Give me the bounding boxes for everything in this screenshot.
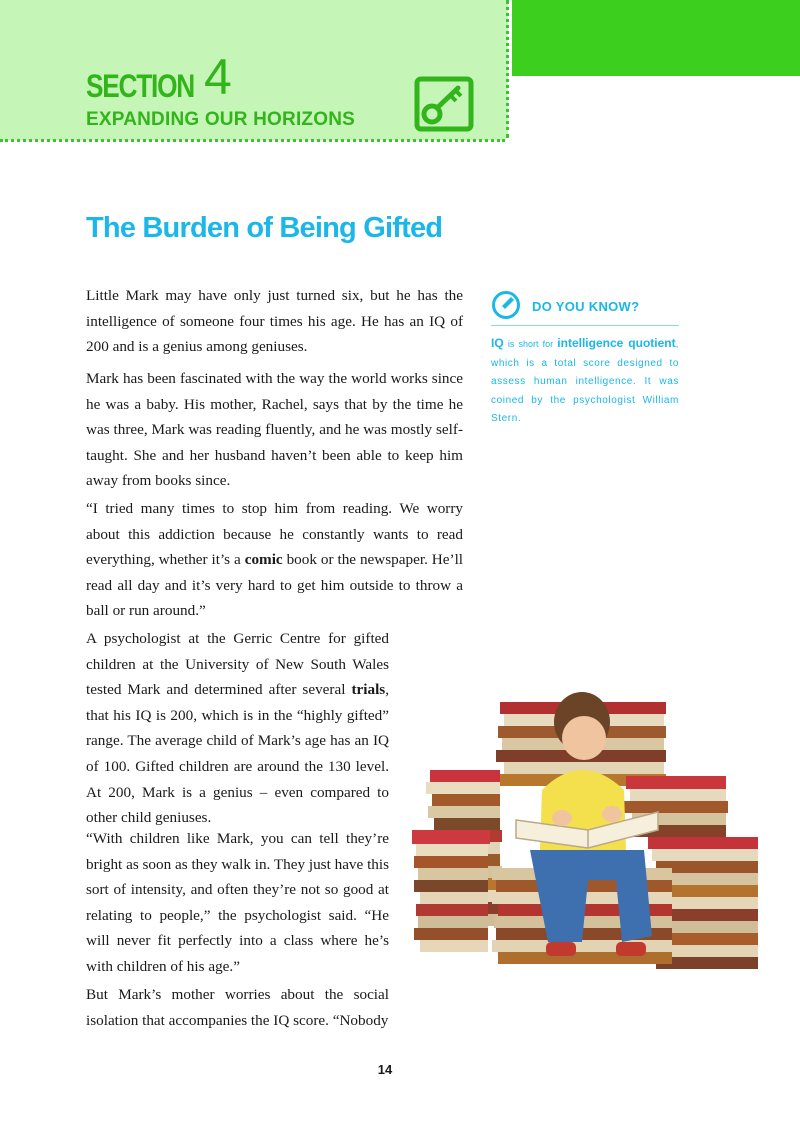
paragraph: “I tried many times to stop him from reading. We worry about this addiction because he constantly wants to read everything, whether it’s a comic book or the newspaper. He’ll read all day and it’s very hard to get him outside to throw a ball or run around.” bbox=[86, 500, 464, 620]
header-dotted-border-right bbox=[506, 0, 509, 138]
pencil-circle-icon bbox=[491, 290, 521, 320]
paragraph: Little Mark may have only just turned six, but he has the intelligence of someone four times his age. He has an IQ of 200 and is a genius among geniuses. bbox=[86, 287, 463, 356]
green-corner-block bbox=[512, 0, 800, 76]
vocab-word-trials: trials bbox=[351, 681, 386, 699]
header-dotted-border-bottom bbox=[0, 139, 505, 142]
do-you-know-text: IQ is short for intelligence quotient, which is a total score designed to assess human intelligence. It was coined by the psychologist William Stern. bbox=[491, 336, 680, 424]
term-iq: IQ bbox=[491, 336, 504, 350]
boy-reading-books-photo bbox=[412, 680, 782, 990]
paragraph: A psychologist at the Gerric Centre for gifted children at the University of New South Wales tested Mark and determined after several trials, that his IQ is 200, which is in the “highly gifted” range. The average child of Mark’s age has an IQ of 100. Gifted children are around the 130 level. At 200, Mark is a genius – even compared to other child geniuses. bbox=[86, 630, 389, 827]
paragraph: “With children like Mark, you can tell they’re bright as soon as they walk in. They just have this sort of intensity, and often they’re not so good at relating to people,” the psychologist said. “He will never fit perfectly into a class where he’s with children of his age.” bbox=[86, 830, 390, 975]
paragraph: Mark has been fascinated with the way the world works since he was a baby. His mother, Rachel, says that by the time he was three, Mark was reading fluently, and he was mostly self-taught. She and her husband haven’t been able to keep him away from books since. bbox=[86, 370, 463, 490]
divider bbox=[491, 325, 679, 326]
key-icon bbox=[414, 76, 474, 132]
section-subtitle: EXPANDING OUR HORIZONS bbox=[86, 109, 356, 130]
section-label: SECTION bbox=[86, 68, 195, 104]
page-number: 14 bbox=[377, 1062, 393, 1077]
section-number: 4 bbox=[204, 49, 232, 105]
do-you-know-heading: DO YOU KNOW? bbox=[532, 299, 640, 314]
term-expansion: intelligence quotient bbox=[557, 336, 676, 350]
vocab-word-comic: comic bbox=[244, 551, 283, 569]
article-title: The Burden of Being Gifted bbox=[86, 212, 443, 244]
paragraph: But Mark’s mother worries about the social isolation that accompanies the IQ score. “Nobody bbox=[86, 986, 389, 1029]
